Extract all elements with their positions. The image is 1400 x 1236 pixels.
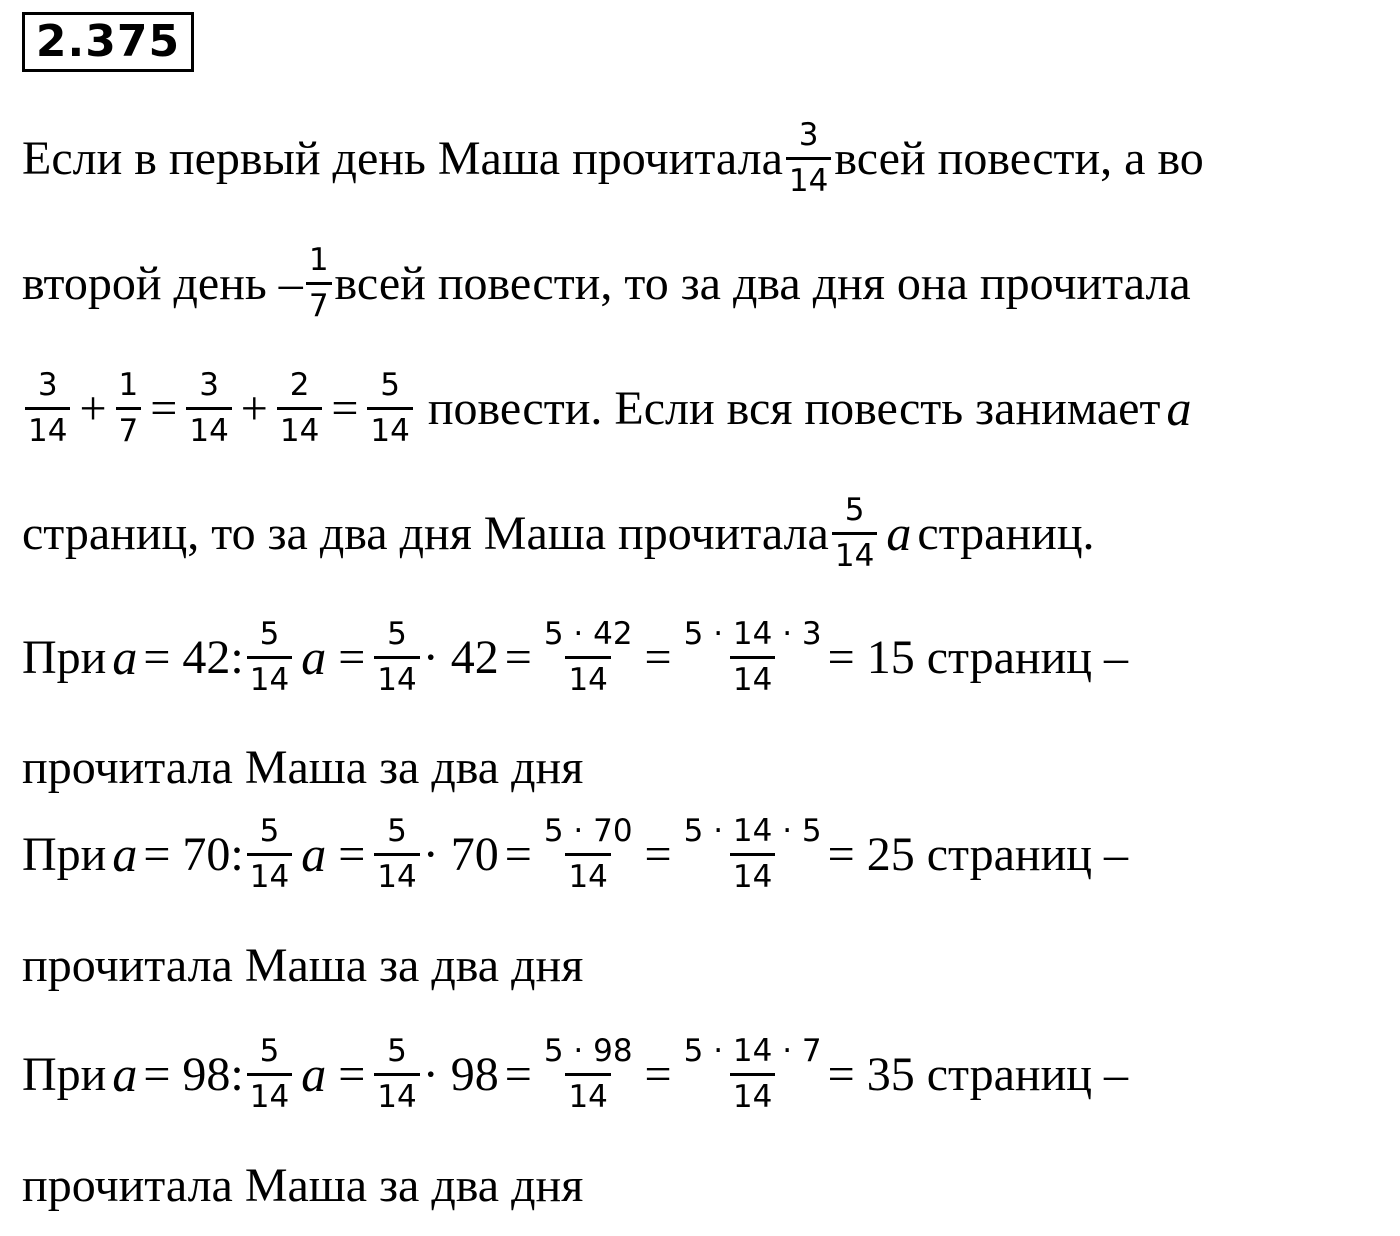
numerator: 5 · 14 · 7 bbox=[683, 1032, 822, 1069]
equals-sign: = bbox=[644, 827, 672, 881]
fraction bbox=[681, 1032, 825, 1115]
text-line-3 bbox=[22, 368, 1197, 448]
fraction bbox=[541, 615, 636, 698]
text-segment: страниц, то за два дня Маша прочитала bbox=[22, 506, 829, 560]
fraction bbox=[306, 241, 332, 324]
case-prefix: При bbox=[22, 1047, 107, 1101]
numerator: 1 bbox=[118, 366, 139, 403]
case-continuation bbox=[22, 925, 583, 1005]
case-result: = 35 страниц – bbox=[827, 1047, 1128, 1101]
case-value: = 42: bbox=[143, 630, 244, 684]
denominator: 14 bbox=[832, 532, 877, 572]
numerator: 3 bbox=[199, 366, 219, 403]
equals-sign: = bbox=[504, 827, 532, 881]
fraction bbox=[541, 1032, 636, 1115]
case-prefix: При bbox=[22, 827, 107, 881]
equals-sign: = bbox=[338, 1047, 366, 1101]
fraction bbox=[116, 366, 142, 449]
denominator: 14 bbox=[730, 853, 775, 893]
fraction bbox=[25, 366, 70, 449]
plus-sign: + bbox=[79, 381, 107, 435]
multiply-value: · 70 bbox=[422, 827, 499, 881]
numerator: 3 bbox=[798, 116, 819, 153]
text-line-1 bbox=[22, 118, 1204, 198]
numerator: 1 bbox=[308, 241, 329, 278]
text-segment: прочитала Маша за два дня bbox=[22, 740, 584, 794]
case-continuation bbox=[22, 727, 583, 807]
problem-number: 2.375 bbox=[22, 12, 194, 72]
text-segment: повести. Если вся повесть занимает bbox=[427, 381, 1161, 435]
plus-sign: + bbox=[240, 381, 268, 435]
numerator: 5 bbox=[844, 491, 865, 528]
equals-sign: = bbox=[644, 1047, 672, 1101]
text-segment: второй день – bbox=[22, 256, 303, 310]
variable-a: a bbox=[112, 1046, 138, 1102]
variable-a: a bbox=[301, 629, 327, 685]
fraction bbox=[681, 812, 825, 895]
equals-sign: = bbox=[150, 381, 178, 435]
equals-sign: = bbox=[644, 630, 672, 684]
denominator: 14 bbox=[367, 407, 412, 447]
variable-a: a bbox=[112, 826, 138, 882]
denominator: 14 bbox=[25, 407, 70, 447]
fraction bbox=[186, 366, 231, 449]
case-prefix: При bbox=[22, 630, 107, 684]
fraction bbox=[374, 812, 419, 895]
text-segment: страниц. bbox=[917, 506, 1095, 560]
fraction bbox=[541, 812, 636, 895]
numerator: 5 bbox=[387, 615, 407, 652]
equals-sign: = bbox=[504, 630, 532, 684]
fraction bbox=[681, 615, 825, 698]
numerator: 5 · 70 bbox=[543, 812, 633, 849]
variable-a: a bbox=[301, 826, 327, 882]
numerator: 3 bbox=[37, 366, 58, 403]
case-result: = 15 страниц – bbox=[827, 630, 1128, 684]
text-segment: всей повести, а во bbox=[834, 131, 1204, 185]
variable-a: a bbox=[301, 1046, 327, 1102]
equals-sign: = bbox=[338, 827, 366, 881]
denominator: 14 bbox=[730, 656, 775, 696]
fraction bbox=[374, 615, 419, 698]
denominator: 14 bbox=[247, 656, 292, 696]
denominator: 7 bbox=[306, 282, 332, 322]
numerator: 5 · 42 bbox=[543, 615, 633, 652]
denominator: 7 bbox=[116, 407, 142, 447]
fraction bbox=[247, 1032, 292, 1115]
case-line bbox=[22, 1034, 1128, 1114]
denominator: 14 bbox=[186, 407, 231, 447]
denominator: 14 bbox=[247, 1073, 292, 1113]
numerator: 5 · 14 · 5 bbox=[683, 812, 822, 849]
equals-sign: = bbox=[504, 1047, 532, 1101]
fraction bbox=[247, 812, 292, 895]
numerator: 5 bbox=[380, 366, 400, 403]
numerator: 5 bbox=[387, 1032, 407, 1069]
case-value: = 98: bbox=[143, 1047, 244, 1101]
case-continuation bbox=[22, 1145, 583, 1225]
variable-a: a bbox=[886, 505, 912, 561]
equals-sign: = bbox=[338, 630, 366, 684]
text-line-4 bbox=[22, 493, 1095, 573]
numerator: 2 bbox=[289, 366, 310, 403]
fraction bbox=[367, 366, 412, 449]
case-line bbox=[22, 814, 1128, 894]
text-segment: прочитала Маша за два дня bbox=[22, 938, 584, 992]
denominator: 14 bbox=[565, 1073, 610, 1113]
numerator: 5 bbox=[259, 615, 280, 652]
case-result: = 25 страниц – bbox=[827, 827, 1128, 881]
numerator: 5 bbox=[387, 812, 407, 849]
denominator: 14 bbox=[374, 853, 419, 893]
fraction bbox=[247, 615, 292, 698]
case-value: = 70: bbox=[143, 827, 244, 881]
text-segment: прочитала Маша за два дня bbox=[22, 1158, 584, 1212]
denominator: 14 bbox=[565, 853, 610, 893]
variable-a: a bbox=[1166, 380, 1192, 436]
text-segment: Если в первый день Маша прочитала bbox=[22, 131, 783, 185]
text-line-2 bbox=[22, 243, 1191, 323]
fraction bbox=[786, 116, 831, 199]
multiply-value: · 98 bbox=[422, 1047, 499, 1101]
denominator: 14 bbox=[374, 1073, 419, 1113]
denominator: 14 bbox=[374, 656, 419, 696]
denominator: 14 bbox=[730, 1073, 775, 1113]
denominator: 14 bbox=[247, 853, 292, 893]
text-segment: всей повести, то за два дня она прочитала bbox=[334, 256, 1191, 310]
numerator: 5 · 14 · 3 bbox=[683, 615, 822, 652]
case-line bbox=[22, 617, 1128, 697]
denominator: 14 bbox=[786, 157, 831, 197]
variable-a: a bbox=[112, 629, 138, 685]
equals-sign: = bbox=[331, 381, 359, 435]
fraction bbox=[277, 366, 322, 449]
denominator: 14 bbox=[277, 407, 322, 447]
numerator: 5 · 98 bbox=[543, 1032, 633, 1069]
fraction bbox=[832, 491, 877, 574]
multiply-value: · 42 bbox=[422, 630, 499, 684]
fraction bbox=[374, 1032, 419, 1115]
numerator: 5 bbox=[259, 812, 280, 849]
numerator: 5 bbox=[259, 1032, 280, 1069]
denominator: 14 bbox=[565, 656, 610, 696]
